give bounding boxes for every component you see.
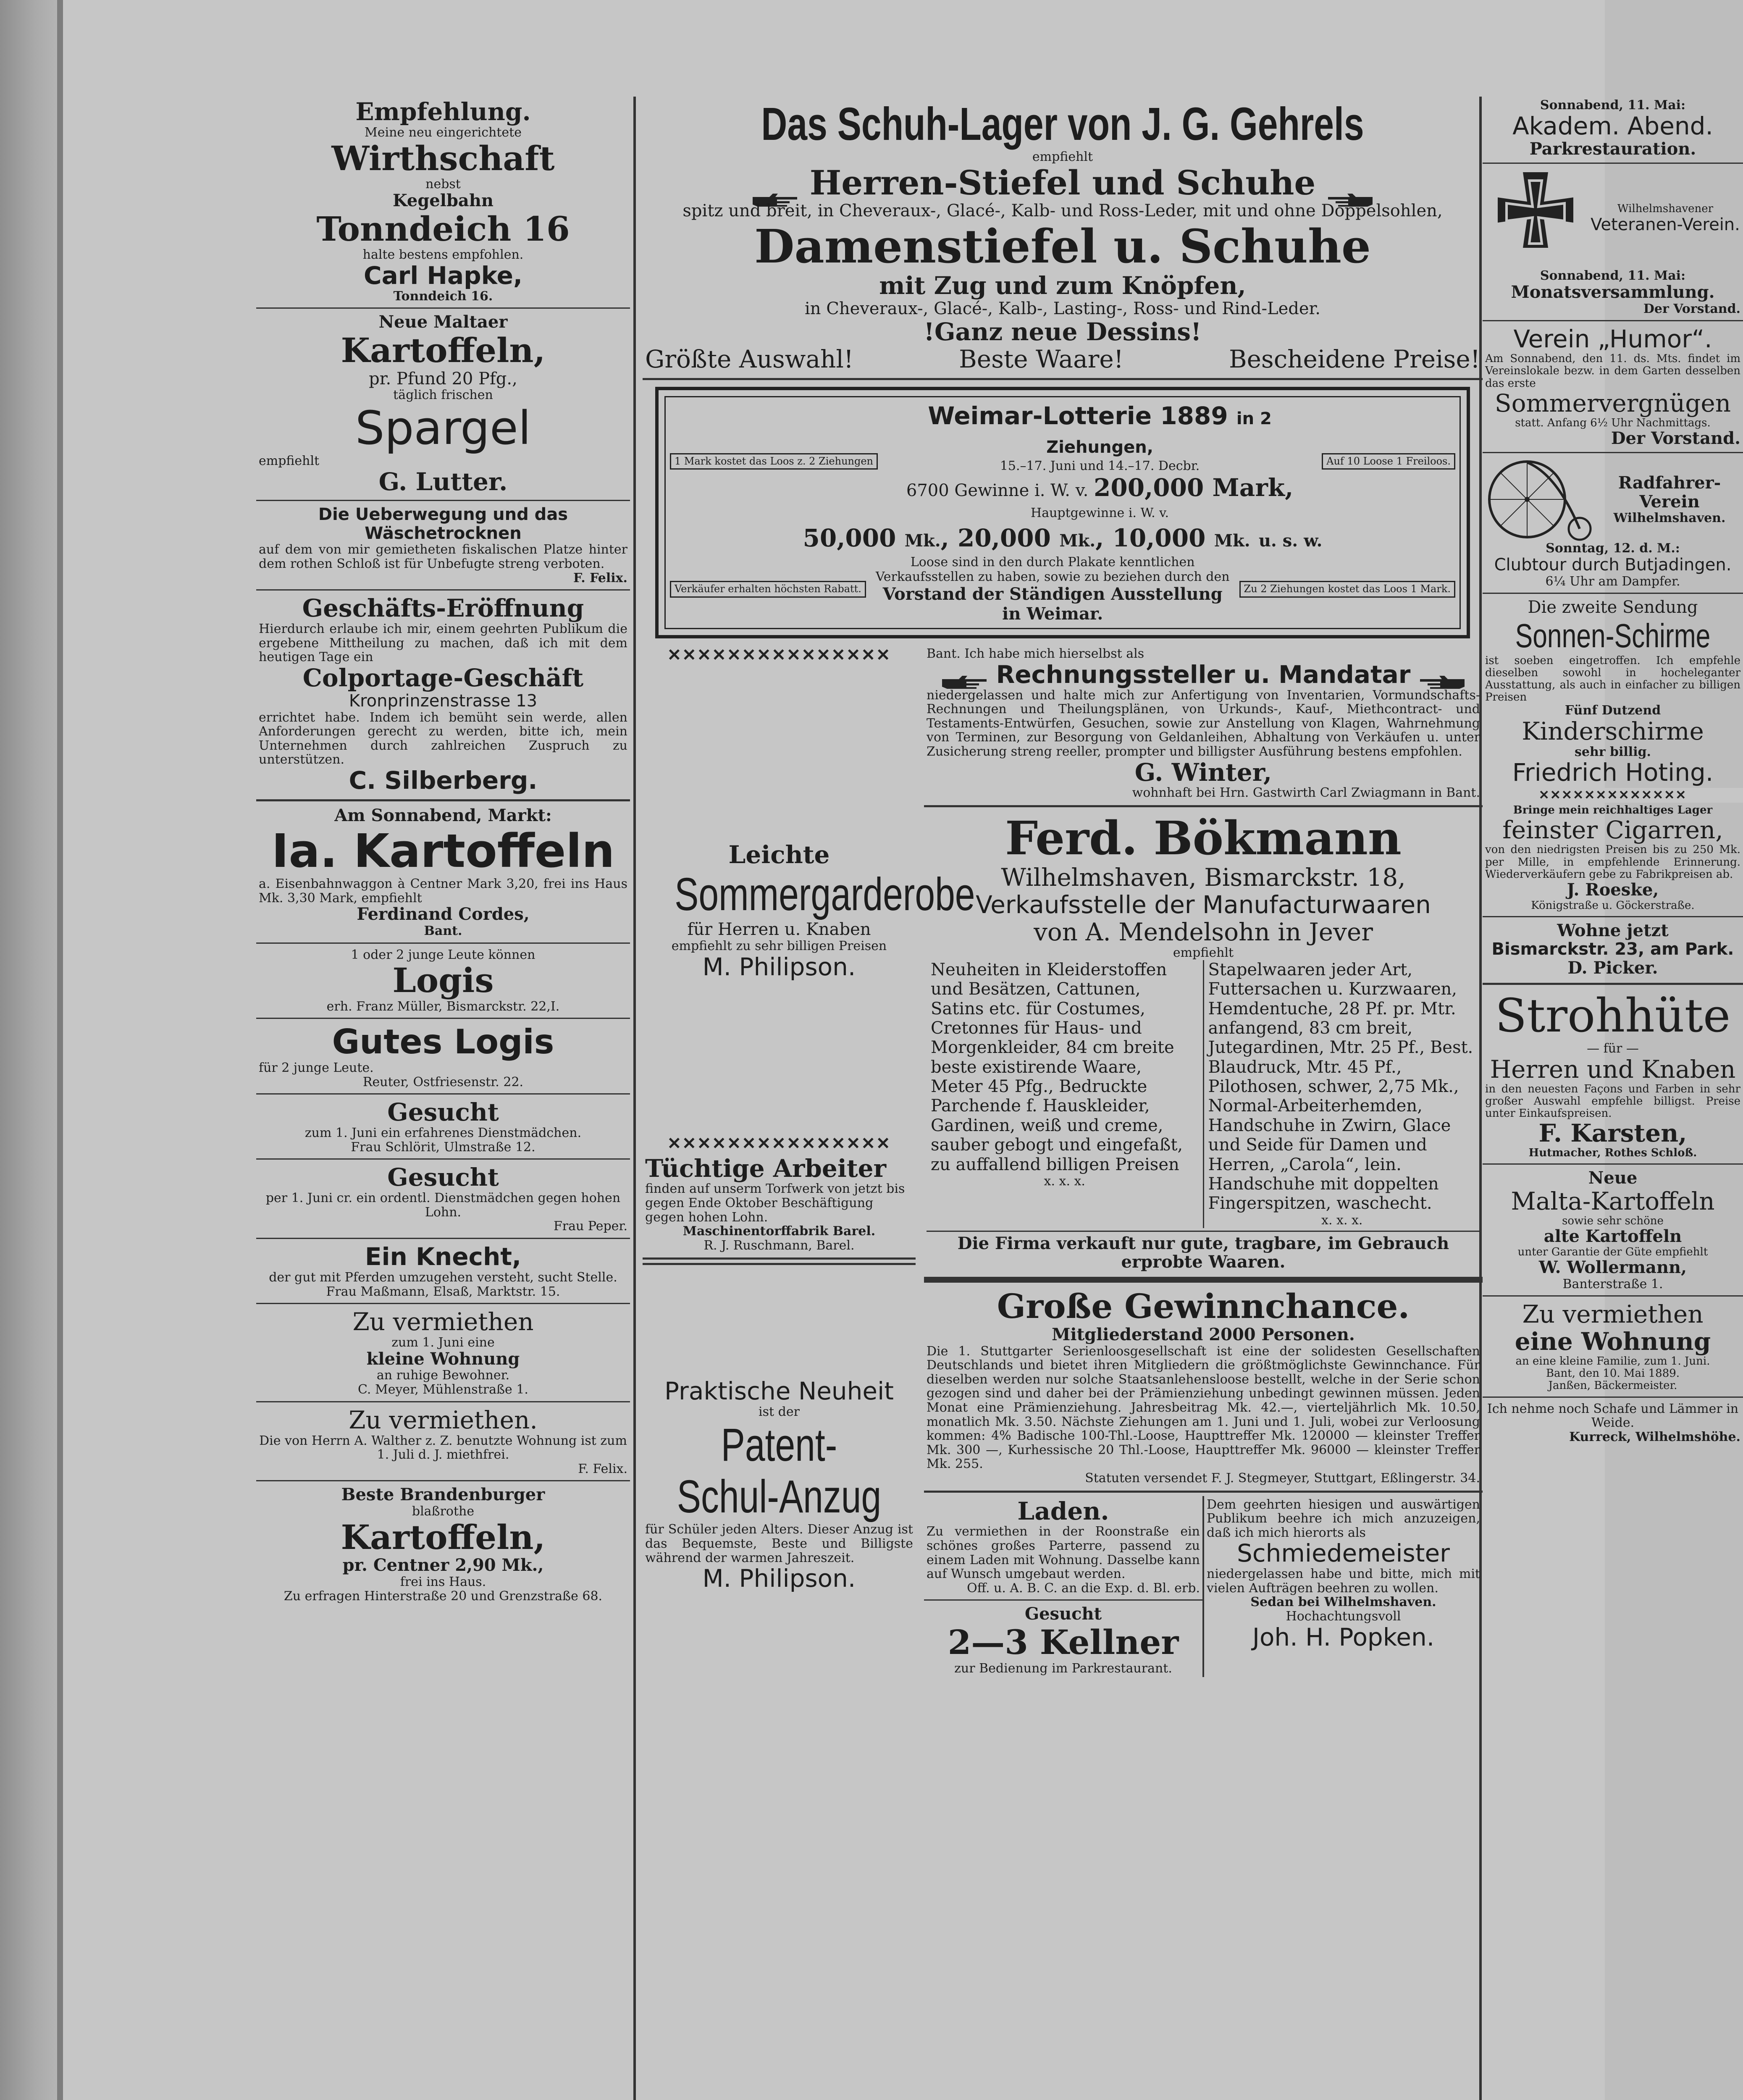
- ad-wirthschaft: [256, 97, 630, 305]
- ad-gutes-logis: [256, 1021, 630, 1091]
- ad-text: a. Eisenbahnwaggon à Centner Mark 3,20, frei ins Haus Mk. 3,30 Mark, empfiehlt: [259, 876, 627, 906]
- ad-text: empfiehlt: [1173, 945, 1234, 961]
- separator: [256, 1158, 630, 1160]
- ad-heading: Rechnungssteller u. Mandatar: [996, 660, 1411, 689]
- ad-text: in 2 Ziehungen,: [1046, 409, 1272, 457]
- pointing-hand-icon: [1419, 668, 1465, 684]
- ad-slogan: Größte Auswahl!: [645, 345, 854, 374]
- ad-text: errichtet habe. Indem ich bemüht sein werde, allen Anforderungen gerecht zu werden, bitte ich, mein Unternehmen durch zahlreichen Zuspruch zu unterstützen.: [259, 710, 627, 767]
- ad-signature: Vorstand der Ständigen Ausstellung in Weimar.: [882, 584, 1223, 624]
- ad-title: Geschäfts-Eröffnung: [302, 594, 584, 623]
- ad-text: Hierdurch erlaube ich mir, einem geehrten Publikum die ergebene Mittheilung zu machen, daß ich mit dem heutigen Tage ein: [259, 622, 627, 665]
- ad-address: Bant.: [424, 923, 462, 938]
- ad-text: Mitgliederstand 2000 Personen.: [1052, 1324, 1355, 1344]
- ad-text: 6¼ Uhr am Dampfer.: [1545, 574, 1680, 589]
- ad-amount: 10,000: [1112, 524, 1206, 553]
- ad-amount: 50,000: [803, 524, 896, 553]
- ad-text: sehr billig.: [1574, 744, 1651, 759]
- ad-text: Kegelbahn: [393, 190, 494, 210]
- ad-owner: Friedrich Hoting.: [1512, 758, 1714, 787]
- ad-heading: alte Kartoffeln: [1544, 1226, 1682, 1247]
- ad-text: Hochachtungsvoll: [1286, 1609, 1401, 1624]
- ad-title: Tüchtige Arbeiter: [645, 1154, 887, 1183]
- ad-heading: feinster Cigarren,: [1502, 816, 1723, 845]
- separator: [256, 1303, 630, 1304]
- ad-text: statt. Anfang 6½ Uhr Nachmittags.: [1515, 416, 1711, 429]
- ad-brandenburger: [256, 1484, 630, 1605]
- ad-text: Neue: [1588, 1168, 1638, 1188]
- ad-text: Bant. Ich habe mich hierselbst als: [927, 646, 1144, 662]
- ad-heading: Sonnen-Schirme: [1515, 617, 1711, 655]
- ornament-rule: ✕✕✕✕✕✕✕✕✕✕✕✕✕: [1483, 788, 1743, 803]
- ad-waeschetrocknen: [256, 504, 630, 587]
- ad-heading: Logis: [392, 961, 494, 1000]
- ad-owner: G. Winter,: [1134, 758, 1272, 787]
- ad-signature: Off. u. A. B. C. an die Exp. d. Bl. erb.: [967, 1580, 1200, 1596]
- ad-text: erh. Franz Müller, Bismarckstr. 22,I.: [326, 999, 560, 1014]
- ad-title: Laden.: [1017, 1496, 1109, 1525]
- separator: [256, 799, 630, 801]
- separator: [924, 1277, 1483, 1283]
- ad-text: Am Sonnabend, den 11. ds. Mts. findet im Vereinslokale bezw. in dem Garten desselben das erste: [1485, 352, 1740, 390]
- ad-signature: Frau Peper.: [553, 1219, 627, 1234]
- ad-text: auf dem von mir gemietheten fiskalischen Platze hinter dem rothen Schloß ist für Unbefugte streng verboten.: [259, 542, 627, 571]
- ad-address: Bismarckstr. 23, am Park.: [1491, 940, 1734, 959]
- ad-picker: [1483, 920, 1743, 979]
- ad-owner: Ferdinand Cordes,: [357, 904, 530, 924]
- ad-owner: Carl Hapke,: [364, 261, 522, 290]
- ad-slogan: Bescheidene Preise!: [1228, 345, 1480, 374]
- ad-heading: Gutes Logis: [332, 1022, 554, 1062]
- ad-ia-kartoffeln: [256, 805, 630, 940]
- ad-gehrels: [643, 97, 1483, 375]
- ad-slogan: Beste Waare!: [959, 345, 1124, 374]
- ad-text: 15.–17. Juni und 14.–17. Decbr.: [1000, 459, 1200, 474]
- separator: [927, 1231, 1480, 1232]
- ad-text: 1 oder 2 junge Leute können: [351, 947, 536, 962]
- ad-gewinnchance: [924, 1286, 1483, 1487]
- ad-knecht: [256, 1242, 630, 1300]
- ad-text: Mk.: [1059, 531, 1096, 551]
- separator: [924, 1491, 1483, 1493]
- ad-heading: Schmiedemeister: [1236, 1539, 1450, 1568]
- ad-signature: Der Vorstand.: [1643, 301, 1740, 316]
- ad-owner: F. Karsten,: [1538, 1119, 1687, 1148]
- ad-address: wohnhaft bei Hrn. Gastwirth Carl Zwiagmann in Bant.: [1132, 785, 1480, 801]
- separator: [643, 1263, 916, 1265]
- ad-address: Hutmacher, Rothes Schloß.: [1528, 1147, 1697, 1160]
- ad-text: für Schüler jeden Alters. Dieser Anzug ist das Bequemste, Beste und Billigste während der warmen Jahreszeit.: [645, 1522, 913, 1565]
- pointing-hand-icon: [752, 178, 798, 194]
- ad-text: zum 1. Juni eine: [391, 1335, 495, 1350]
- ad-box: Auf 10 Loose 1 Freiloos.: [1322, 453, 1455, 470]
- ad-text: Sonntag, 12. d. M.:: [1546, 541, 1680, 556]
- ad-text: von den niedrigsten Preisen bis zu 250 Mk. per Mille, in empfehlende Erinnerung. Wiederverkäufern gebe zu Fabrikpreisen ab.: [1485, 843, 1740, 881]
- ad-kartoffeln-lutter: [256, 311, 630, 497]
- column-center: [643, 97, 1483, 2100]
- ad-heading: eine Wohnung: [1515, 1327, 1711, 1356]
- ad-text: täglich frischen: [393, 388, 493, 403]
- separator: [256, 500, 630, 501]
- ad-heading: kleine Wohnung: [366, 1349, 520, 1369]
- ad-text: Wohne jetzt: [1557, 920, 1669, 940]
- ad-signature: Statuten versendet F. J. Stegmeyer, Stuttgart, Eßlingerstr. 34.: [1085, 1470, 1480, 1486]
- ad-owner: M. Philipson.: [702, 1564, 856, 1593]
- ad-signature: Kurreck, Wilhelmshöhe.: [1569, 1429, 1740, 1444]
- ad-text: zum 1. Juni ein erfahrenes Dienstmädchen.: [304, 1126, 582, 1141]
- ad-title: Große Gewinnchance.: [997, 1286, 1410, 1326]
- ad-heading: Patent-Schul-Anzug: [677, 1419, 882, 1523]
- ad-heading: Sommervergnügen: [1494, 388, 1731, 417]
- ad-heading: Verkaufsstelle der Manufacturwaaren: [976, 890, 1431, 919]
- separator: [256, 589, 630, 591]
- ad-heading: Radfahrer-Verein: [1618, 472, 1721, 512]
- ad-text: per 1. Juni cr. ein ordentl. Dienstmädchen gegen hohen Lohn.: [265, 1191, 621, 1220]
- ad-heading: Tonndeich 16: [316, 209, 570, 249]
- ad-heading: Clubtour durch Butjadingen.: [1494, 555, 1732, 575]
- column-right: [1483, 97, 1743, 2100]
- ad-popken: [1204, 1496, 1483, 1677]
- ad-wohnung: [1483, 1299, 1743, 1394]
- ad-text: halte bestens empfohlen.: [362, 247, 524, 262]
- ad-owner: M. Philipson.: [702, 952, 856, 981]
- ad-text: für Herren u. Knaben: [687, 920, 871, 940]
- ad-owner: Joh. H. Popken.: [1252, 1622, 1435, 1651]
- ad-text: Leichte: [728, 840, 830, 869]
- pointing-hand-icon: [1327, 178, 1373, 194]
- ad-address: Banterstraße 1.: [1562, 1276, 1663, 1292]
- separator: [1483, 1396, 1743, 1398]
- ad-title: Gesucht: [1024, 1604, 1102, 1624]
- newspaper-page: [63, 0, 1740, 2100]
- ad-owner: C. Silberberg.: [349, 766, 538, 795]
- ad-heading: Veteranen-Verein.: [1591, 215, 1740, 234]
- ad-signature: Janßen, Bäckermeister.: [1548, 1379, 1677, 1392]
- ad-gesucht-2: [256, 1162, 630, 1235]
- ad-heading: Colportage-Geschäft: [302, 663, 584, 692]
- ad-text: Neue Maltaer: [378, 312, 508, 332]
- ad-title: Zu vermiethen: [1522, 1300, 1704, 1329]
- ad-address: Sedan bei Wilhelmshaven.: [1250, 1595, 1436, 1610]
- ad-sommergarderobe: [643, 665, 975, 982]
- ad-text: Meine neu eingerichtete: [365, 125, 522, 140]
- ad-signature: Bant, den 10. Mai 1889.: [1546, 1367, 1680, 1380]
- sub-column-left: [643, 645, 975, 1594]
- ad-signature: Frau Maßmann, Elsaß, Marktstr. 15.: [326, 1284, 560, 1299]
- ad-amount: 200,000 Mark,: [1094, 473, 1294, 502]
- ad-text: 6700 Gewinne i. W. v.: [906, 481, 1089, 501]
- separator: [1483, 1295, 1743, 1297]
- ornament-rule: ✕✕✕✕✕✕✕✕✕✕✕✕✕✕✕: [643, 1134, 916, 1153]
- ad-laden-kellner: [924, 1496, 1204, 1677]
- ad-title: Ferd. Bökmann: [1005, 811, 1402, 866]
- ad-heading: 2—3 Kellner: [948, 1622, 1179, 1662]
- separator: [1483, 163, 1743, 164]
- ad-text: Praktische Neuheit: [664, 1377, 894, 1406]
- ad-text: Die Firma verkauft nur gute, tragbare, im Gebrauch erprobte Waaren.: [957, 1233, 1449, 1272]
- ad-text: Zu erfragen Hinterstraße 20 und Grenzstraße 68.: [284, 1588, 603, 1604]
- penny-farthing-bicycle-icon: [1485, 457, 1594, 541]
- ad-cigarren: [1483, 803, 1743, 913]
- ad-text: u. s. w.: [1258, 531, 1323, 551]
- ad-text: niedergelassen habe und bitte, mich mit vielen Aufträgen beehren zu wollen.: [1207, 1567, 1480, 1596]
- ad-heading: Damenstiefel u. Schuhe: [754, 219, 1371, 274]
- ad-text: niedergelassen und halte mich zur Anfertigung von Inventarien, Vormundschafts-Rechnungen und Theilungsplänen, von Urkunds-, Kauf-, Miethcontract- und Testaments-Entwürfen, Gesuchen, sowie zur Anstellung von Klagen, Wahrnehmung von Terminen, zur Besorgung von Geldanleihen, Abhaltung von Verkäufen u. unter Zusicherung streng reeller, prompter und billigster Ausführung bestens empfohlen.: [927, 688, 1480, 759]
- ad-text: spitz und breit, in Cheveraux-, Glacé-, Kalb- und Ross-Leder, mit und ohne Doppelsohlen,: [682, 201, 1443, 221]
- ad-text: Ich nehme noch Schafe und Lämmer in Weide.: [1487, 1401, 1739, 1431]
- separator: [643, 1257, 916, 1260]
- ad-text: Sonnabend, 11. Mai:: [1540, 268, 1686, 284]
- ad-list-right: Stapelwaaren jeder Art, Futtersachen u. Kurzwaaren, Hemdentuche, 28 Pf. pr. Mtr. anfangend, 83 cm breit, Jutegardinen, Mtr. 25 Pf., Best. Blaudruck, Mtr. 45 Pf., Pilothosen, schwer, 2,75 Mk., Normal-Arbeiterhemden, Handschuhe in Zwirn, Glace und Seide für Damen und Herren, „Carola“, lein. Handschuhe mit doppelten Fingerspitzen, waschecht.: [1208, 960, 1473, 1213]
- ad-title: Am Sonnabend, Markt:: [334, 805, 552, 825]
- separator: [643, 378, 1483, 380]
- ad-text: Bringe mein reichhaltiges Lager: [1513, 804, 1713, 817]
- ad-signature: R. J. Ruschmann, Barel.: [704, 1238, 855, 1253]
- ad-amount: 20,000: [958, 524, 1051, 553]
- ad-text: für 2 junge Leute.: [259, 1060, 374, 1075]
- ad-vermiethen-1: [256, 1307, 630, 1399]
- ad-text: Wilhelmshavener: [1617, 202, 1714, 215]
- ad-text: von A. Mendelsohn in Jever: [1034, 918, 1373, 947]
- ad-owner: J. Roeske,: [1567, 879, 1659, 900]
- ad-schafe: [1483, 1400, 1743, 1446]
- ad-text: Sonnabend, 11. Mai:: [1540, 98, 1686, 113]
- separator: [1483, 452, 1743, 453]
- pointing-hand-icon: [941, 668, 987, 684]
- ad-heading: Herren und Knaben: [1490, 1055, 1736, 1084]
- ad-logis: [256, 946, 630, 1016]
- ad-text: Mk.: [904, 531, 941, 551]
- ad-heading: Herren-Stiefel und Schuhe: [809, 163, 1316, 202]
- ad-text: Zu vermiethen in der Roonstraße ein schönes großes Parterre, passend zu einem Laden mit Wohnung. Dasselbe kann auf Wunsch umgebaut werden.: [927, 1524, 1200, 1582]
- ad-text: ist der: [759, 1404, 800, 1420]
- ad-box: Zu 2 Ziehungen kostet das Loos 1 Mark.: [1239, 581, 1456, 597]
- ad-heading: Wirthschaft: [331, 138, 555, 178]
- ad-title: Empfehlung.: [355, 97, 531, 126]
- ad-winter: [924, 645, 1483, 802]
- separator: [256, 1018, 630, 1019]
- column-left: [256, 97, 630, 2100]
- ad-colportage: [256, 593, 630, 796]
- ad-text: Die von Herrn A. Walther z. Z. benutzte Wohnung ist zum 1. Juli d. J. miethfrei.: [259, 1433, 627, 1462]
- ad-text: zur Bedienung im Parkrestaurant.: [954, 1661, 1172, 1676]
- ad-address: Wilhelmshaven, Bismarckstr. 18,: [1001, 863, 1406, 892]
- ad-box: Verkäufer erhalten höchsten Rabatt.: [670, 581, 866, 597]
- ad-text: Dem geehrten hiesigen und auswärtigen Publikum beehre ich mich anzuzeigen, daß ich mich hierorts als: [1207, 1497, 1480, 1540]
- ad-title: Weimar-Lotterie 1889: [928, 402, 1228, 430]
- ad-sonnenschirme: [1483, 596, 1743, 788]
- ad-text: sowie sehr schöne: [1562, 1214, 1664, 1227]
- ad-text: empfiehlt zu sehr billigen Preisen: [671, 938, 887, 953]
- ad-text: in Cheveraux-, Glacé-, Kalb-, Lasting-, Ross- und Rind-Leder.: [805, 299, 1320, 319]
- ad-text: in den neuesten Façons und Farben in sehr großer Auswahl empfehle billigst. Preise unter Einkaufspreisen.: [1485, 1082, 1740, 1120]
- ad-heading: Ia. Kartoffeln: [271, 824, 615, 878]
- separator: [256, 942, 630, 944]
- ad-address: Wilhelmshaven.: [1613, 511, 1726, 526]
- ad-text: Hauptgewinne i. W. v.: [1031, 506, 1169, 521]
- ad-owner: D. Picker.: [1567, 958, 1658, 978]
- ad-heading: Spargel: [355, 401, 531, 455]
- separator: [1483, 320, 1743, 321]
- ad-text: unter Garantie der Güte empfiehlt: [1517, 1245, 1708, 1258]
- ad-heading: Verein „Humor“.: [1513, 325, 1712, 354]
- ad-heading: Kartoffeln,: [341, 331, 546, 370]
- ornament-rule: ✕✕✕✕✕✕✕✕✕✕✕✕✕✕✕: [643, 645, 916, 665]
- ad-text: finden auf unserm Torfwerk von jetzt bis gegen Ende Oktober Beschäftigung gegen hohen Lohn.: [645, 1181, 905, 1225]
- ad-signature: F. Felix.: [573, 570, 627, 585]
- ad-text: ist soeben eingetroffen. Ich empfehle dieselben sowohl in hocheleganter Ausstattung, als auch in einfacher zu billigen Preisen: [1485, 654, 1740, 704]
- separator: [256, 1480, 630, 1481]
- ad-title: Gesucht: [387, 1098, 499, 1127]
- book-binding: [0, 0, 63, 2100]
- iron-cross-icon: [1485, 168, 1586, 269]
- ad-weimar-lotterie: 1 Mark kostet das Loos z. 2 Ziehungen Weimar-Lotterie 1889 in 2 Ziehungen, 15.–17. Juni und 14.–17. Decbr. 6700 Gewinne i. W. v. 200,000 Mark, Hauptgewinne i. W. v. Auf 10 Loose 1 Freiloos. 50,000 Mk., 20,000 Mk., 10,000 Mk. u. s. w. Verkäufer erhalten höchsten Rabatt. Loose sind in den durch Plakate kenntlichen Verkaufsstellen zu haben, sowie zu beziehen durch den Vorstand der Ständigen Ausstellung in Weimar. Zu 2 Ziehungen kostet das Loos 1 Mark.: [655, 387, 1470, 638]
- ad-heading: Akadem. Abend.: [1512, 111, 1713, 140]
- ad-malta-kartoffeln: [1483, 1167, 1743, 1293]
- ad-price: pr. Pfund 20 Pfg.,: [369, 369, 517, 388]
- ad-title: Zu vermiethen.: [349, 1405, 538, 1434]
- ad-patent-schul-anzug: [643, 1268, 916, 1594]
- separator: [256, 307, 630, 309]
- ad-text: empfiehlt: [259, 454, 320, 469]
- ad-text: Die 1. Stuttgarter Serienloosgesellschaft ist eine der solidesten Gesellschaften Deutschlands und bietet ihren Mitgliedern die größtmöglichste Gewinnchance. Für dieselben werden nur solche Staatsanlehensloose bestellt, welche in der Serie schon gezogen sind und daher bei der Prämienziehung unbedingt gewinnen müssen. Jeden Monat eine Prämienziehung. Jahresbeitrag Mk. 42.—, vierteljährlich Mk. 10.50, monatlich Mk. 3.50. Nächste Ziehungen am 1. Juni und 1. Juli, wobei zur Verloosung kommen: 4% Badische 100-Thl.-Loose, Haupttreffer Mk. 120000 — kleinster Treffer Mk. 300 —, Kurhessische 20 Thl.-Loose, Haupttreffer Mk. 96000 — kleinster Treffer Mk. 255.: [927, 1344, 1480, 1472]
- sub-column-right: [924, 645, 1483, 1677]
- ad-text: Reuter, Ostfriesenstr. 22.: [362, 1074, 524, 1089]
- ad-text: !Ganz neue Dessins!: [924, 318, 1202, 346]
- ad-signature: Frau Schlörit, Ulmstraße 12.: [351, 1139, 536, 1155]
- ad-owner: G. Lutter.: [378, 467, 508, 496]
- separator: [924, 805, 1483, 807]
- ad-radfahrer: [1483, 456, 1743, 590]
- ad-title: Gesucht: [387, 1163, 499, 1192]
- ad-text: Monatsversammlung.: [1511, 282, 1715, 302]
- ad-text: x. x. x.: [1044, 1174, 1085, 1189]
- ad-text: Fünf Dutzend: [1564, 703, 1661, 718]
- separator: [1483, 983, 1743, 985]
- ad-title: Ein Knecht,: [365, 1242, 521, 1271]
- ad-text: Beste Brandenburger: [341, 1485, 545, 1505]
- ad-boekmann: [924, 811, 1483, 1273]
- ad-veteranen: [1483, 166, 1743, 318]
- ad-signature: Der Vorstand.: [1611, 428, 1740, 448]
- ad-title: Das Schuh-Lager von J. G. Gehrels: [761, 98, 1364, 150]
- ad-heading: Strohhüte: [1495, 989, 1731, 1043]
- ad-address: Parkrestauration.: [1529, 139, 1696, 159]
- separator: [1483, 593, 1743, 594]
- ad-text: — für —: [1587, 1041, 1639, 1056]
- ad-address: Tonndeich 16.: [393, 289, 493, 304]
- ad-title: Zu vermiethen: [352, 1307, 534, 1336]
- ad-heading: Kartoffeln,: [341, 1517, 546, 1557]
- separator: [256, 1093, 630, 1095]
- ad-strohhuete: [1483, 988, 1743, 1161]
- ad-gesucht-1: [256, 1097, 630, 1156]
- ad-signature: C. Meyer, Mühlenstraße 1.: [358, 1382, 528, 1397]
- separator: [256, 1401, 630, 1402]
- separator: [1483, 916, 1743, 917]
- ad-text: frei ins Haus.: [400, 1575, 486, 1590]
- ad-text: Mk.: [1214, 531, 1250, 551]
- ad-owner: W. Wollermann,: [1538, 1257, 1687, 1277]
- ad-text: Loose sind in den durch Plakate kenntlichen Verkaufsstellen zu haben, sowie zu beziehen durch den: [875, 555, 1230, 585]
- ad-text: der gut mit Pferden umzugehen versteht, sucht Stelle.: [269, 1270, 617, 1285]
- separator: [256, 1238, 630, 1239]
- ad-heading: Kinderschirme: [1522, 717, 1704, 746]
- ad-vermiethen-2: [256, 1405, 630, 1478]
- ad-text: x. x. x.: [1321, 1213, 1363, 1228]
- ad-address: Kronprinzenstrasse 13: [349, 691, 538, 711]
- ad-heading: Sommergarderobe: [675, 868, 975, 920]
- ad-text: an ruhige Bewohner.: [376, 1368, 510, 1383]
- ad-address: Königstraße u. Göckerstraße.: [1531, 899, 1695, 912]
- separator: [924, 1599, 1202, 1601]
- ad-text: mit Zug und zum Knöpfen,: [879, 271, 1246, 300]
- ad-humor: [1483, 324, 1743, 449]
- ad-heading: Malta-Kartoffeln: [1511, 1186, 1715, 1215]
- ad-text: Die zweite Sendung: [1528, 598, 1698, 617]
- ad-box: 1 Mark kostet das Loos z. 2 Ziehungen: [670, 453, 878, 470]
- ad-akadem-abend: [1483, 97, 1743, 160]
- ad-text: blaßrothe: [412, 1504, 475, 1519]
- ad-signature: Maschinentorffabrik Barel.: [682, 1224, 876, 1239]
- ad-text: nebst: [425, 177, 461, 192]
- separator: [1483, 1163, 1743, 1165]
- ad-title: Die Ueberwegung und das Wäschetrocknen: [318, 504, 568, 543]
- ad-text: an eine kleine Familie, zum 1. Juni.: [1515, 1355, 1710, 1368]
- ad-price: pr. Centner 2,90 Mk.,: [342, 1555, 544, 1575]
- page-content: [164, 80, 1740, 2100]
- ad-text: empfiehlt: [1032, 150, 1093, 165]
- ad-signature: F. Felix.: [578, 1461, 627, 1476]
- column-rule: [633, 97, 636, 2100]
- ad-arbeiter: [643, 1153, 916, 1255]
- ad-list-left: Neuheiten in Kleiderstoffen und Besätzen, Cattunen, Satins etc. für Costumes, Cretonnes für Haus- und Morgenkleider, 84 cm breite beste existirende Waare, Meter 45 Pfg., Bedruckte Parchende f. Hauskleider, Gardinen, weiß und creme, sauber gebogt und eingefaßt, zu auffallend billigen Preisen: [931, 960, 1183, 1174]
